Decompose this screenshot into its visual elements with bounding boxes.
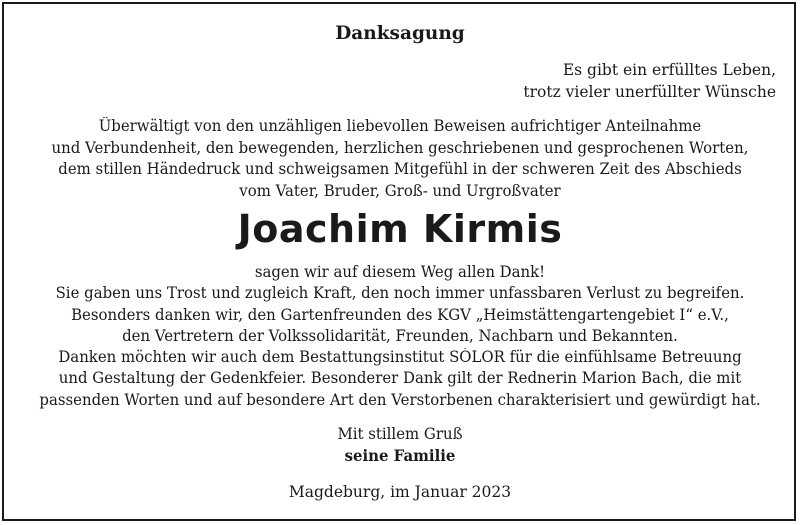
thanks-line: Danken möchten wir auch dem Bestattungsinstitut SÓLOR für die einfühlsame Betreuung xyxy=(58,348,742,367)
thanks-line: passenden Worten und auf besondere Art den Verstorbenen charakterisiert und gewürdigt hat. xyxy=(39,390,761,409)
place-date: Magdeburg, im Januar 2023 xyxy=(288,483,512,501)
thanks-paragraph xyxy=(0,262,800,411)
notice-title: Danksagung xyxy=(335,23,465,44)
thanks-line: Besonders danken wir, den Gartenfreunden des KGV „Heimstättengartengebiet I“ e.V., xyxy=(71,305,729,324)
thanks-line: sagen wir auf diesem Weg allen Dank! xyxy=(254,263,546,281)
motto-quote xyxy=(523,59,776,103)
signature: seine Familie xyxy=(344,446,456,465)
intro-line: dem stillen Händedruck und schweigsamen Mitgefühl in der schweren Zeit des Abschieds xyxy=(58,160,742,178)
intro-line: und Verbundenheit, den bewegenden, herzlichen geschriebenen und gesprochenen Worten, xyxy=(51,138,749,157)
thanks-line: den Vertretern der Volkssolidarität, Freunden, Nachbarn und Bekannten. xyxy=(122,326,678,345)
greeting-text: Mit stillem Gruß xyxy=(337,425,463,443)
deceased-name: Joachim Kirmis xyxy=(237,207,563,251)
thanks-line: Sie gaben uns Trost und zugleich Kraft, den noch immer unfassbaren Verlust zu begreifen. xyxy=(55,284,745,303)
intro-line: vom Vater, Bruder, Groß- und Urgroßvater xyxy=(239,181,561,200)
closing-greeting xyxy=(0,423,800,467)
thanks-line: und Gestaltung der Gedenkfeier. Besonderer Dank gilt der Rednerin Marion Bach, die mit xyxy=(58,369,742,388)
motto-line: trotz vieler unerfüllter Wünsche xyxy=(523,83,776,101)
intro-paragraph xyxy=(0,116,800,202)
motto-line: Es gibt ein erfülltes Leben, xyxy=(562,61,776,79)
intro-line: Überwältigt von den unzähligen liebevollen Beweisen aufrichtiger Anteilnahme xyxy=(98,117,702,135)
